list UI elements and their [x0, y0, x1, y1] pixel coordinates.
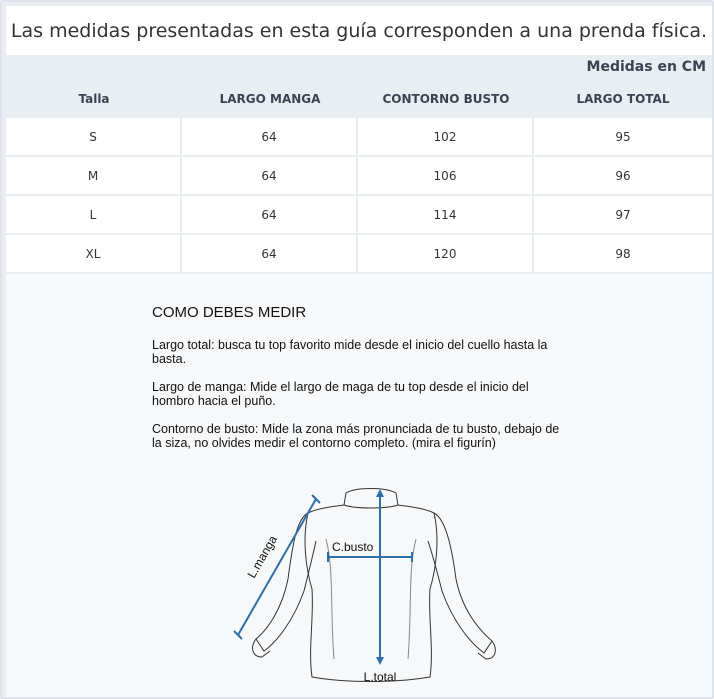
bust-cell: 114	[358, 196, 534, 235]
table-row	[6, 196, 712, 235]
guide-total-length-text: Largo total: busca tu top favorito mide desde el inicio del cuello hasta la basta.	[152, 338, 548, 366]
table-row	[6, 235, 712, 274]
page-title: Las medidas presentadas en esta guía corresponden a una prenda física.	[6, 6, 712, 55]
size-cell: XL	[6, 235, 182, 274]
size-cell: S	[6, 118, 182, 157]
bust-cell: 106	[358, 157, 534, 196]
sleeve-measure-label: L.manga	[244, 533, 280, 581]
sleeve-cell: 64	[182, 196, 358, 235]
total-cell: 96	[534, 157, 712, 196]
total-cell: 98	[534, 235, 712, 274]
garment-figure-illustration	[216, 479, 506, 694]
bust-cell: 102	[358, 118, 534, 157]
bust-measure-label: C.busto	[332, 540, 374, 554]
total-length-measure-label: L.total	[363, 670, 397, 684]
total-cell: 95	[534, 118, 712, 157]
column-header-sleeve-length: LARGO MANGA	[219, 92, 321, 106]
garment-outline	[253, 489, 496, 682]
guide-sleeve-text: Largo de manga: Mide el largo de maga de tu top desde el inicio del hombro hacia el puño.	[152, 380, 529, 408]
table-row	[6, 118, 712, 157]
size-cell: M	[6, 157, 182, 196]
bust-cell: 120	[358, 235, 534, 274]
column-header-bust: CONTORNO BUSTO	[382, 92, 510, 106]
table-header	[6, 80, 712, 118]
size-cell: L	[6, 196, 182, 235]
table-row	[6, 157, 712, 196]
sleeve-cell: 64	[182, 235, 358, 274]
sleeve-cell: 64	[182, 118, 358, 157]
sleeve-cell: 64	[182, 157, 358, 196]
column-header-total-length: LARGO TOTAL	[576, 92, 670, 106]
units-label: Medidas en CM	[586, 59, 706, 75]
total-cell: 97	[534, 196, 712, 235]
column-header-size: Talla	[78, 92, 110, 106]
measuring-guide	[6, 274, 712, 697]
guide-bust-text: Contorno de busto: Mide la zona más pronunciada de tu busto, debajo de la siza, no olvides medir el contorno completo. (mira el figurín)	[152, 422, 560, 450]
total-length-measure-line	[376, 489, 384, 665]
guide-title: COMO DEBES MEDIR	[152, 304, 307, 321]
size-table	[6, 80, 712, 274]
